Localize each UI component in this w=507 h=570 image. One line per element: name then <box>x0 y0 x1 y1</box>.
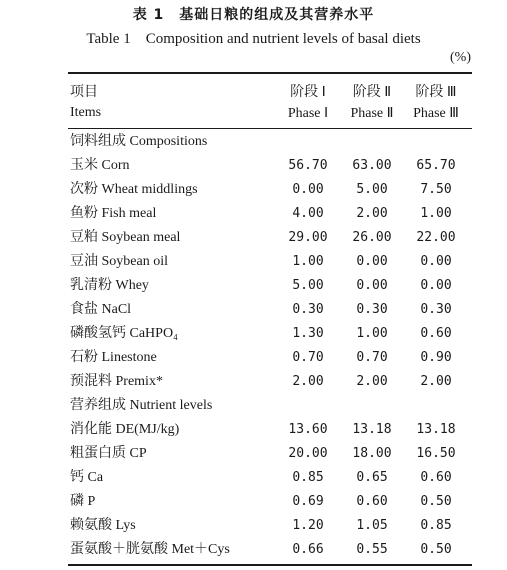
header-phase2-en: Phase Ⅱ <box>350 106 394 121</box>
phase3-value: 0.60 <box>420 470 452 485</box>
header-items-cn: 项目 <box>70 85 98 100</box>
row-label: 磷酸氢钙 CaHPO₄ <box>70 326 178 341</box>
row-label: 消化能 DE(MJ/kg) <box>70 422 180 437</box>
table-row <box>0 250 507 274</box>
phase1-value: 13.60 <box>288 422 328 437</box>
table-row <box>0 226 507 250</box>
phase3-value: 1.00 <box>420 206 452 221</box>
row-label: 豆油 Soybean oil <box>70 254 168 269</box>
row-label: 蛋氨酸＋胱氨酸 Met＋Cys <box>70 542 230 557</box>
row-label: 预混料 Premix* <box>70 374 163 389</box>
header-phase3-en: Phase Ⅲ <box>413 106 459 121</box>
phase2-value: 2.00 <box>356 374 388 389</box>
table-row <box>0 538 507 562</box>
phase3-value: 0.50 <box>420 494 452 509</box>
row-label: 乳清粉 Whey <box>70 278 149 293</box>
table-row <box>0 466 507 490</box>
row-label: 饲料组成 Compositions <box>70 134 208 149</box>
row-label: 营养组成 Nutrient levels <box>70 398 213 413</box>
table-row <box>0 418 507 442</box>
phase2-value: 18.00 <box>352 446 392 461</box>
row-label: 磷 P <box>70 494 96 509</box>
phase1-value: 0.85 <box>292 470 324 485</box>
row-label: 鱼粉 Fish meal <box>70 206 157 221</box>
phase1-value: 1.20 <box>292 518 324 533</box>
phase2-value: 0.00 <box>356 278 388 293</box>
phase2-value: 0.55 <box>356 542 388 557</box>
phase2-value: 0.65 <box>356 470 388 485</box>
phase2-value: 63.00 <box>352 158 392 173</box>
table-row <box>0 130 507 154</box>
phase1-value: 0.69 <box>292 494 324 509</box>
phase3-value: 65.70 <box>416 158 456 173</box>
row-label: 食盐 NaCl <box>70 302 132 317</box>
phase1-value: 0.66 <box>292 542 324 557</box>
table-row <box>0 490 507 514</box>
table-row <box>0 178 507 202</box>
phase1-value: 5.00 <box>292 278 324 293</box>
table-row <box>0 394 507 418</box>
phase3-value: 0.60 <box>420 326 452 341</box>
table-row <box>0 202 507 226</box>
table-row <box>0 346 507 370</box>
phase3-value: 0.85 <box>420 518 452 533</box>
table-row <box>0 514 507 538</box>
phase1-value: 56.70 <box>288 158 328 173</box>
header-items-en: Items <box>70 105 102 120</box>
table-title-en: Table 1 Composition and nutrient levels of basal diets <box>86 31 421 47</box>
header-phase3-cn: 阶段 Ⅲ <box>415 85 457 100</box>
phase1-value: 4.00 <box>292 206 324 221</box>
phase3-value: 2.00 <box>420 374 452 389</box>
header-phase2-cn: 阶段 Ⅱ <box>352 85 392 100</box>
phase2-value: 26.00 <box>352 230 392 245</box>
phase2-value: 5.00 <box>356 182 388 197</box>
phase2-value: 0.00 <box>356 254 388 269</box>
phase2-value: 0.70 <box>356 350 388 365</box>
phase1-value: 1.00 <box>292 254 324 269</box>
phase3-value: 0.00 <box>420 254 452 269</box>
row-label: 钙 Ca <box>70 470 104 485</box>
table-row <box>0 274 507 298</box>
phase3-value: 0.50 <box>420 542 452 557</box>
table-row <box>0 442 507 466</box>
row-label: 次粉 Wheat middlings <box>70 182 198 197</box>
phase3-value: 7.50 <box>420 182 452 197</box>
phase1-value: 29.00 <box>288 230 328 245</box>
top-rule <box>68 72 472 74</box>
table-row <box>0 322 507 346</box>
phase1-value: 0.30 <box>292 302 324 317</box>
row-label: 粗蛋白质 CP <box>70 446 147 461</box>
phase3-value: 0.00 <box>420 278 452 293</box>
phase1-value: 0.00 <box>292 182 324 197</box>
phase3-value: 13.18 <box>416 422 456 437</box>
phase2-value: 0.30 <box>356 302 388 317</box>
phase2-value: 1.00 <box>356 326 388 341</box>
phase2-value: 1.05 <box>356 518 388 533</box>
phase3-value: 0.30 <box>420 302 452 317</box>
header-phase1-cn: 阶段 Ⅰ <box>290 85 326 100</box>
row-label: 石粉 Linestone <box>70 350 157 365</box>
table-title-cn: 表 1 基础日粮的组成及其营养水平 <box>132 7 375 23</box>
phase1-value: 0.70 <box>292 350 324 365</box>
phase1-value: 1.30 <box>292 326 324 341</box>
phase3-value: 0.90 <box>420 350 452 365</box>
table-row <box>0 154 507 178</box>
row-label: 玉米 Corn <box>70 158 130 173</box>
phase3-value: 22.00 <box>416 230 456 245</box>
bottom-rule <box>68 564 472 566</box>
phase1-value: 20.00 <box>288 446 328 461</box>
row-label: 豆粕 Soybean meal <box>70 230 181 245</box>
unit-label: (%) <box>450 50 471 65</box>
table-row <box>0 298 507 322</box>
phase2-value: 13.18 <box>352 422 392 437</box>
phase1-value: 2.00 <box>292 374 324 389</box>
table-row <box>0 370 507 394</box>
header-rule <box>68 128 472 129</box>
phase3-value: 16.50 <box>416 446 456 461</box>
phase2-value: 2.00 <box>356 206 388 221</box>
phase2-value: 0.60 <box>356 494 388 509</box>
row-label: 赖氨酸 Lys <box>70 518 136 533</box>
header-phase1-en: Phase Ⅰ <box>287 106 329 121</box>
